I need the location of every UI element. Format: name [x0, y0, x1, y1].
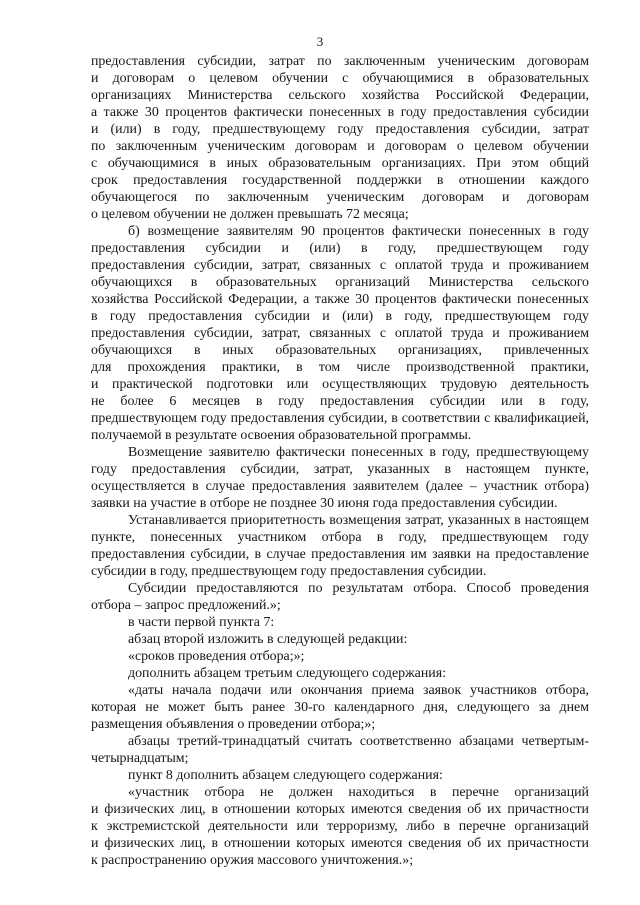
text-line: «даты начала подачи или окончания приема заявок участников отбора,	[128, 683, 589, 698]
text-line: Возмещение заявителю фактически понесенных в году, предшествующему	[128, 445, 589, 460]
text-line: Субсидии предоставляются по результатам отбора. Способ проведения	[128, 581, 589, 596]
text-line: к экстремистской деятельности или терроризму, либо в перечне организаций	[91, 819, 589, 834]
text-line: о целевом обучении не должен превышать 72 месяца;	[91, 207, 409, 222]
text-line: и практической подготовки или осуществляющих трудовую деятельность	[91, 377, 589, 392]
text-line: с обучающимися в иных образовательным организациях. При этом общий	[91, 156, 589, 171]
text-line: и физических лиц, в отношении которых имеются сведения об их причастности	[91, 836, 589, 851]
text-line: осуществляется в случае предоставления заявителем (далее – участник отбора)	[91, 479, 589, 494]
text-line: отбора – запрос предложений.»;	[91, 598, 281, 613]
text-line: абзац второй изложить в следующей редакции:	[128, 632, 408, 647]
text-line: и физических лиц, в отношении которых имеются сведения об их причастности	[91, 802, 589, 817]
text-line: в части первой пункта 7:	[128, 615, 275, 630]
text-line: по заключенным ученическим договорам и договорам о целевом обучении	[91, 139, 589, 154]
text-line: предоставления субсидии, затрат по заключенным ученическим договорам	[91, 54, 589, 69]
text-line: предоставления субсидии, в случае предоставления им заявки на предоставление	[91, 547, 589, 562]
text-line: в году предоставления субсидии и (или) в году, предшествующем году	[91, 309, 589, 324]
text-line: предоставления субсидии и (или) в году, предшествующем году	[91, 241, 589, 256]
text-line: срок предоставления государственной поддержки в отношении каждого	[91, 173, 589, 188]
text-line: абзацы третий-тринадцатый считать соответственно абзацами четвертым-	[128, 734, 589, 749]
text-line: году предоставления субсидии, затрат, указанных в настоящем пункте,	[91, 462, 589, 477]
text-line: пункт 8 дополнить абзацем следующего содержания:	[128, 768, 443, 783]
text-line: обучающихся в иных образовательных организациях, привлеченных	[91, 343, 589, 358]
text-line: размещения объявления о проведении отбора;»;	[91, 717, 376, 732]
text-line: и договорам о целевом обучении с обучающимися в образовательных	[91, 71, 589, 86]
text-line: для прохождения практики, в том числе производственной практики,	[91, 360, 589, 375]
text-line: получаемой в результате освоения образовательной программы.	[91, 428, 472, 443]
text-line: «участник отбора не должен находиться в перечне организаций	[128, 785, 589, 800]
text-line: пункте, понесенных участником отбора в году, предшествующем году	[91, 530, 589, 545]
text-line: которая не может быть ранее 30-го календарного дня, следующего за днем	[91, 700, 589, 715]
text-line: б) возмещение заявителям 90 процентов фактически понесенных в году	[128, 224, 589, 239]
text-line: организациях Министерства сельского хозяйства Российской Федерации,	[91, 88, 589, 103]
text-line: а также 30 процентов фактически понесенных в году предоставления субсидии	[91, 105, 589, 120]
text-line: субсидии в году, предшествующем году предоставления субсидии.	[91, 564, 487, 579]
text-line: заявки на участие в отборе не позднее 30 июня года предоставления субсидии.	[91, 496, 558, 511]
text-line: хозяйства Российской Федерации, а также 30 процентов фактически понесенных	[91, 292, 589, 307]
text-line: четырнадцатым;	[91, 751, 189, 766]
text-line: и (или) в году, предшествующему году предоставления субсидии, затрат	[91, 122, 589, 137]
text-line: предоставления субсидии, затрат, связанных с оплатой труда и проживанием	[91, 258, 589, 273]
page-number: 3	[316, 34, 324, 49]
text-line: дополнить абзацем третьим следующего содержания:	[128, 666, 446, 681]
document-body	[91, 53, 589, 869]
text-line: предоставления субсидии, затрат, связанных с оплатой труда и проживанием	[91, 326, 589, 341]
text-line: Устанавливается приоритетность возмещения затрат, указанных в настоящем	[128, 513, 589, 528]
text-line: к распространению оружия массового уничтожения.»;	[91, 853, 414, 868]
text-line: обучающихся в образовательных организаций Министерства сельского	[91, 275, 589, 290]
text-line: «сроков проведения отбора;»;	[128, 649, 305, 664]
text-line: предшествующем году предоставления субсидии, в соответствии с квалификацией,	[91, 411, 589, 426]
text-line: обучающегося по заключенным ученическим договорам и договорам	[91, 190, 589, 205]
text-line: не более 6 месяцев в году предоставления субсидии или в году,	[91, 394, 589, 409]
